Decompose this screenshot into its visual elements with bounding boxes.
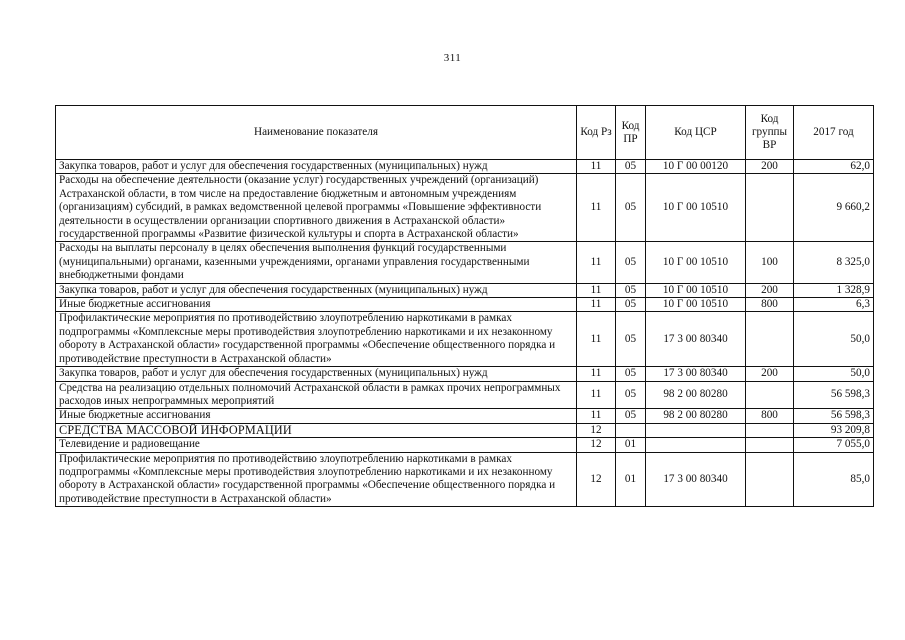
row-pr: 05 xyxy=(616,283,646,297)
row-vr: 200 xyxy=(746,160,794,174)
table-row xyxy=(56,242,874,283)
row-pr: 01 xyxy=(616,452,646,507)
row-csr: 10 Г 00 10510 xyxy=(646,242,746,283)
row-amount: 8 325,0 xyxy=(794,242,874,283)
row-vr xyxy=(746,438,794,452)
row-amount: 50,0 xyxy=(794,367,874,381)
table-row xyxy=(56,381,874,409)
row-vr xyxy=(746,423,794,437)
table-row xyxy=(56,409,874,423)
header-pr: Код ПР xyxy=(616,106,646,160)
row-vr xyxy=(746,381,794,409)
table-row xyxy=(56,160,874,174)
row-amount: 56 598,3 xyxy=(794,381,874,409)
row-vr xyxy=(746,452,794,507)
row-pr: 05 xyxy=(616,409,646,423)
row-vr: 800 xyxy=(746,409,794,423)
budget-table xyxy=(55,105,874,507)
row-name: Средства на реализацию отдельных полномочий Астраханской области в рамках прочих непрограммных расходов иных непрограммных мероприятий xyxy=(56,381,577,409)
row-vr xyxy=(746,174,794,242)
row-amount: 93 209,8 xyxy=(794,423,874,437)
row-pr: 05 xyxy=(616,160,646,174)
row-rz: 11 xyxy=(577,312,616,367)
row-name: Закупка товаров, работ и услуг для обеспечения государственных (муниципальных) нужд xyxy=(56,367,577,381)
row-name: Иные бюджетные ассигнования xyxy=(56,298,577,312)
row-rz: 11 xyxy=(577,409,616,423)
row-name: Расходы на обеспечение деятельности (оказание услуг) государственных учреждений (организаций) Астраханской области, в том числе на предоставление бюджетным и автономным учреждениям (организациям) субсидий, в рамках ведомственной целевой программы «Повышение эффективности деятельности в осуществлении организации спортивного движения в Астраханской области» государственной программы «Развитие физической культуры и спорта в Астраханской области» xyxy=(56,174,577,242)
row-rz: 11 xyxy=(577,160,616,174)
header-name: Наименование показателя xyxy=(56,106,577,160)
row-pr: 05 xyxy=(616,298,646,312)
row-pr: 05 xyxy=(616,174,646,242)
row-pr xyxy=(616,423,646,437)
row-csr: 10 Г 00 10510 xyxy=(646,174,746,242)
row-rz: 11 xyxy=(577,381,616,409)
row-csr: 98 2 00 80280 xyxy=(646,381,746,409)
row-name: Профилактические мероприятия по противодействию злоупотреблению наркотиками в рамках подпрограммы «Комплексные меры противодействия злоупотреблению наркотиками и их незаконному обороту в Астраханской области» государственной программы «Обеспечение общественного порядка и противодействие преступности в Астраханской области» xyxy=(56,452,577,507)
row-csr: 17 3 00 80340 xyxy=(646,312,746,367)
header-csr: Код ЦСР xyxy=(646,106,746,160)
row-name: Расходы на выплаты персоналу в целях обеспечения выполнения функций государственными (муниципальными) органами, казенными учреждениями, органами управления государственными внебюджетными фондами xyxy=(56,242,577,283)
row-amount: 50,0 xyxy=(794,312,874,367)
header-vr: Код группы ВР xyxy=(746,106,794,160)
table-row xyxy=(56,423,874,437)
row-amount: 1 328,9 xyxy=(794,283,874,297)
row-name: Телевидение и радиовещание xyxy=(56,438,577,452)
row-rz: 11 xyxy=(577,283,616,297)
row-amount: 9 660,2 xyxy=(794,174,874,242)
row-vr: 100 xyxy=(746,242,794,283)
table-row xyxy=(56,452,874,507)
row-amount: 6,3 xyxy=(794,298,874,312)
row-pr: 05 xyxy=(616,312,646,367)
row-csr: 10 Г 00 10510 xyxy=(646,298,746,312)
row-rz: 11 xyxy=(577,242,616,283)
table-row xyxy=(56,174,874,242)
header-year: 2017 год xyxy=(794,106,874,160)
page-number: 311 xyxy=(443,52,462,64)
row-csr: 10 Г 00 10510 xyxy=(646,283,746,297)
row-rz: 12 xyxy=(577,423,616,437)
row-pr: 01 xyxy=(616,438,646,452)
row-rz: 11 xyxy=(577,298,616,312)
row-rz: 12 xyxy=(577,452,616,507)
row-amount: 85,0 xyxy=(794,452,874,507)
row-csr: 17 3 00 80340 xyxy=(646,367,746,381)
row-pr: 05 xyxy=(616,242,646,283)
row-name: Закупка товаров, работ и услуг для обеспечения государственных (муниципальных) нужд xyxy=(56,283,577,297)
row-vr: 200 xyxy=(746,283,794,297)
row-amount: 56 598,3 xyxy=(794,409,874,423)
row-name: Закупка товаров, работ и услуг для обеспечения государственных (муниципальных) нужд xyxy=(56,160,577,174)
row-rz: 12 xyxy=(577,438,616,452)
row-name: Иные бюджетные ассигнования xyxy=(56,409,577,423)
table-row xyxy=(56,367,874,381)
header-rz: Код Рз xyxy=(577,106,616,160)
row-name: СРЕДСТВА МАССОВОЙ ИНФОРМАЦИИ xyxy=(56,423,577,437)
row-amount: 7 055,0 xyxy=(794,438,874,452)
row-rz: 11 xyxy=(577,174,616,242)
table-row xyxy=(56,283,874,297)
row-vr: 800 xyxy=(746,298,794,312)
row-pr: 05 xyxy=(616,381,646,409)
row-amount: 62,0 xyxy=(794,160,874,174)
row-csr: 98 2 00 80280 xyxy=(646,409,746,423)
row-csr: 10 Г 00 00120 xyxy=(646,160,746,174)
table-header-row xyxy=(56,106,874,160)
row-pr: 05 xyxy=(616,367,646,381)
row-vr xyxy=(746,312,794,367)
row-csr: 17 3 00 80340 xyxy=(646,452,746,507)
table-row xyxy=(56,438,874,452)
row-vr: 200 xyxy=(746,367,794,381)
row-rz: 11 xyxy=(577,367,616,381)
row-name: Профилактические мероприятия по противодействию злоупотреблению наркотиками в рамках подпрограммы «Комплексные меры противодействия злоупотреблению наркотиками и их незаконному обороту в Астраханской области» государственной программы «Обеспечение общественного порядка и противодействие преступности в Астраханской области» xyxy=(56,312,577,367)
table-row xyxy=(56,298,874,312)
table-row xyxy=(56,312,874,367)
row-csr xyxy=(646,423,746,437)
row-csr xyxy=(646,438,746,452)
